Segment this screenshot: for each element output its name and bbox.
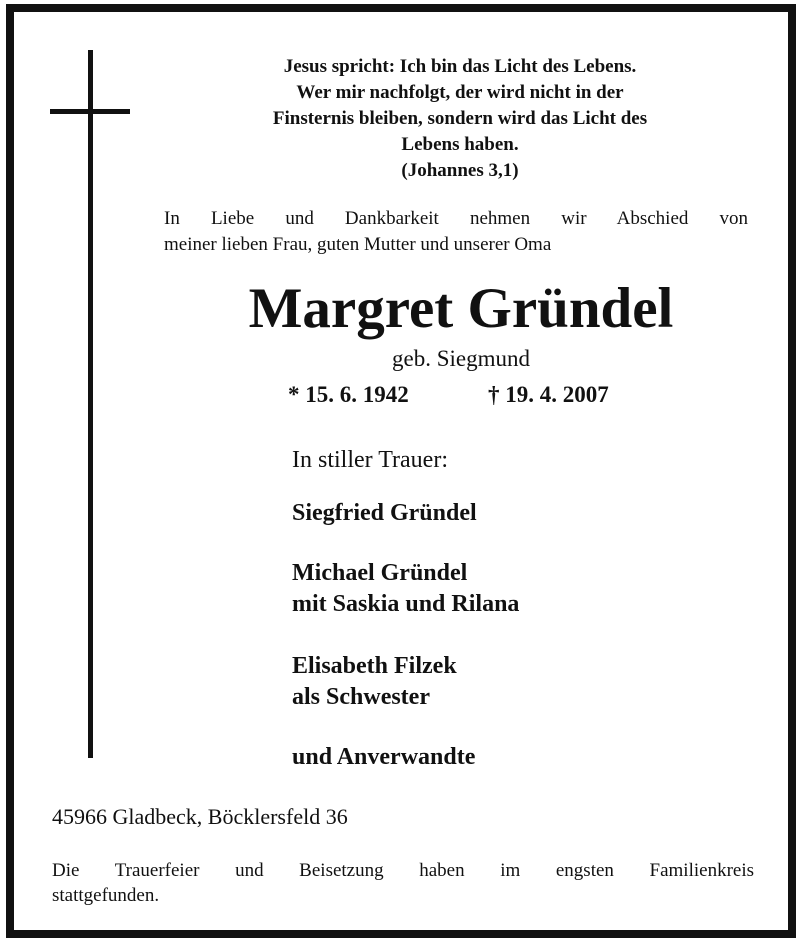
mourner-name: als Schwester: [292, 684, 430, 710]
mourner-name: Siegfried Gründel: [292, 500, 477, 526]
verse-line: Lebens haben.: [401, 134, 519, 155]
bible-verse: [200, 54, 720, 184]
birth-date: * 15. 6. 1942: [288, 382, 409, 407]
mourner-name: Michael Gründel: [292, 560, 468, 586]
intro-line: meiner lieben Frau, guten Mutter und unserer Oma: [164, 234, 552, 255]
farewell-intro: [164, 206, 748, 258]
mourning-heading: In stiller Trauer:: [292, 447, 448, 473]
cross-icon: [88, 50, 93, 758]
obituary-frame: [6, 4, 796, 938]
maiden-name: geb. Siegmund: [392, 346, 530, 371]
ceremony-line: stattgefunden.: [52, 885, 160, 906]
ceremony-line: Die Trauerfeier und Beisetzung haben im engsten Familienkreis: [52, 860, 754, 881]
death-date: † 19. 4. 2007: [488, 382, 609, 407]
deceased-name: Margret Gründel: [248, 277, 674, 340]
mourner-name: Elisabeth Filzek: [292, 653, 457, 679]
verse-line: Jesus spricht: Ich bin das Licht des Lebens.: [283, 56, 637, 77]
verse-line: Wer mir nachfolgt, der wird nicht in der: [296, 82, 624, 103]
ceremony-notice: [52, 858, 754, 908]
intro-line: In Liebe und Dankbarkeit nehmen wir Abschied von: [164, 208, 748, 229]
verse-reference: (Johannes 3,1): [401, 160, 519, 181]
address: 45966 Gladbeck, Böcklersfeld 36: [52, 804, 348, 829]
mourner-name: mit Saskia und Rilana: [292, 591, 520, 617]
verse-line: Finsternis bleiben, sondern wird das Licht des: [272, 108, 648, 129]
cross-icon-crossbar: [50, 109, 130, 114]
mourner-name: und Anverwandte: [292, 744, 476, 770]
